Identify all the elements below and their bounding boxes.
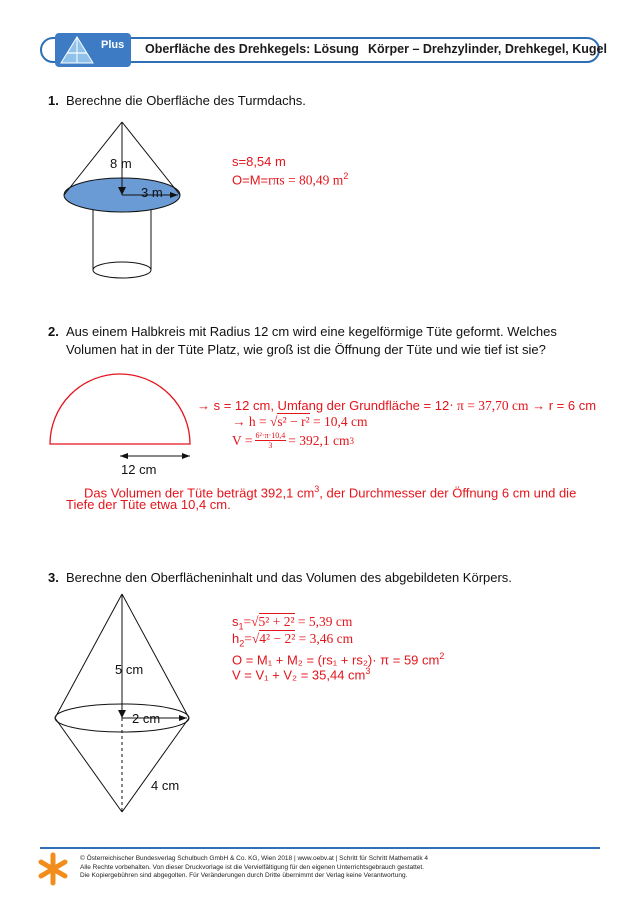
- double-cone-figure: [50, 590, 200, 830]
- label-semicircle-radius: 12 cm: [121, 462, 157, 477]
- label-height: 8 m: [110, 156, 132, 171]
- label-s2: 4 cm: [151, 778, 180, 793]
- question-text-line2: Volumen hat in der Tüte Platz, wie groß ist die Öffnung der Tüte und wie tief ist sie?: [66, 342, 546, 357]
- answer-q2-line2: → h = √s² − r² = 10,4 cm: [232, 414, 368, 429]
- label-radius: 3 m: [141, 185, 163, 200]
- footer-text: [80, 855, 428, 881]
- question-number: 1.: [48, 93, 59, 108]
- question-2: 2. Aus einem Halbkreis mit Radius 12 cm wird eine kegelförmige Tüte geformt. Welches Volumen hat in der Tüte Platz, wie groß ist die Öffnung der Tüte und wie tief ist sie?: [48, 324, 557, 357]
- answer-q2-line1: → s = 12 cm, Umfang der Grundfläche = 12· π = 37,70 cm → r = 6 cm: [197, 398, 597, 413]
- footer-line-2: Alle Rechte vorbehalten. Von dieser Druckvorlage ist die Vervielfältigung für den eigenen Unterrichtsgebrauch gestattet.: [80, 863, 424, 871]
- publisher-star-icon: [38, 852, 68, 886]
- question-1: [48, 92, 306, 110]
- answer-q3-line3: O = M₁ + M₂ = (rs₁ + rs₂)· π = 59 $cm^2$: [232, 651, 445, 668]
- page-topic: Körper – Drehzylinder, Drehkegel, Kugel: [368, 42, 607, 56]
- answer-q1-line1: s=8,54 m: [232, 154, 286, 169]
- logo-text: Plus: [101, 39, 125, 51]
- question-text: Berechne den Oberflächeninhalt und das Volumen des abgebildeten Körpers.: [66, 570, 512, 585]
- question-text-line1: Aus einem Halbkreis mit Radius 12 cm wird eine kegelförmige Tüte geformt. Welches: [66, 324, 557, 339]
- answer-q3-line1: $s_1=√5^2 + 2^2 = 5,39$ cm: [232, 614, 353, 632]
- footer-divider: [40, 847, 600, 849]
- question-text: Berechne die Oberfläche des Turmdachs.: [66, 93, 306, 108]
- plus-logo: [55, 31, 131, 69]
- label-s1: 5 cm: [115, 662, 144, 677]
- tower-roof-figure: [55, 118, 195, 288]
- answer-q3-line4: V = V₁ + V₂ = 35,44 $cm^3$: [232, 666, 371, 683]
- semicircle-figure: [48, 374, 198, 474]
- answer-q1-line2: O=M=rπs = 80,49 $m^2$: [232, 171, 349, 188]
- answer-q2-line3: V = $\frac{\text{6²·π·10,4}}{3}$ = 392,1 cm 3: [232, 431, 354, 450]
- answer-q2-conclusion-line2: Tiefe der Tüte etwa 10,4 cm.: [66, 497, 231, 512]
- footer-line-3: Die Kopiergebühren sind abgegolten. Für Veränderungen durch Dritte übernimmt der Verlag keine Verantwortung.: [80, 872, 408, 879]
- answer-q3-line2: $h_2=√4^2 - 2^2 = 3,46$ cm: [232, 631, 354, 649]
- question-3: 3. Berechne den Oberflächeninhalt und das Volumen des abgebildeten Körpers.: [48, 570, 512, 585]
- page-title: Oberfläche des Drehkegels: Lösung: [145, 42, 359, 56]
- answer-q2-conclusion-line1: Das Volumen der Tüte beträgt 392,1 $cm^3$, der Durchmesser der Öffnung 6 cm und die: [84, 484, 577, 501]
- footer-line-1: © Österreichischer Bundesverlag Schulbuch GmbH & Co. KG, Wien 2018 | www.oebv.at | Schritt für Schritt Mathematik 4: [80, 855, 428, 862]
- label-radius: 2 cm: [132, 711, 161, 726]
